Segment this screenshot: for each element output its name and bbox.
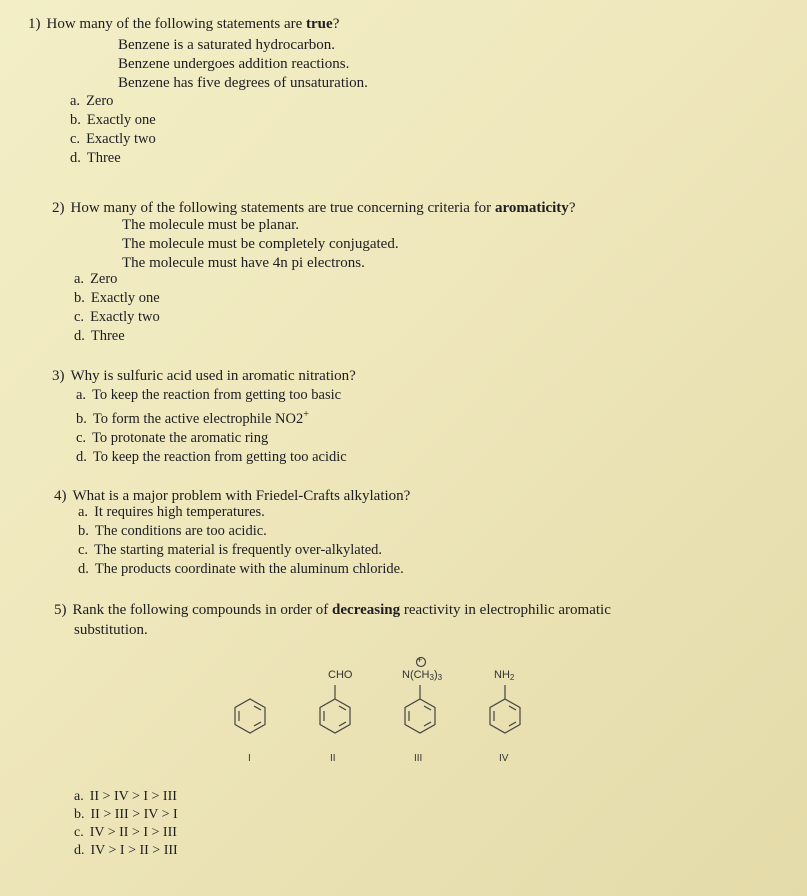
question-4-options bbox=[78, 503, 404, 579]
option-text: IV > II > I > III bbox=[89, 825, 177, 840]
question-5-line2: substitution. bbox=[74, 622, 148, 638]
option-letter: d. bbox=[76, 448, 87, 465]
option-letter: b. bbox=[76, 410, 87, 427]
question-1-text: How many of the following statements are bbox=[46, 16, 307, 32]
option-text: To keep the reaction from getting too basic bbox=[92, 387, 342, 403]
answer-option[interactable] bbox=[76, 405, 347, 429]
statement: Benzene undergoes addition reactions. bbox=[118, 56, 350, 72]
option-text: Exactly one bbox=[90, 290, 160, 306]
question-2-options bbox=[74, 270, 160, 346]
option-letter: d. bbox=[78, 561, 89, 577]
option-letter: b. bbox=[70, 112, 81, 128]
answer-option[interactable] bbox=[76, 429, 347, 448]
question-3-text: Why is sulfuric acid used in aromatic nitration? bbox=[70, 368, 356, 384]
option-letter: a. bbox=[76, 387, 87, 403]
answer-option[interactable] bbox=[74, 270, 160, 289]
molecule-I-ring bbox=[235, 699, 265, 733]
question-2-number: 2) bbox=[52, 200, 65, 216]
option-letter: b. bbox=[74, 290, 85, 306]
option-text: IV > I > II > III bbox=[90, 843, 178, 858]
answer-option[interactable] bbox=[78, 522, 404, 541]
molecule-II-numeral: II bbox=[330, 753, 336, 764]
molecule-III-numeral: III bbox=[414, 753, 423, 764]
option-text: Three bbox=[90, 328, 125, 344]
question-1-bold: true bbox=[306, 16, 333, 32]
option-letter: d. bbox=[70, 150, 81, 166]
answer-option[interactable] bbox=[70, 149, 156, 168]
option-text: The starting material is frequently over-alkylated. bbox=[94, 542, 383, 558]
molecule-IV-ring bbox=[490, 685, 520, 733]
molecule-III-label: $N(CH_3)_3$ bbox=[402, 669, 443, 682]
statement: The molecule must be completely conjugated. bbox=[122, 236, 399, 252]
option-text: Three bbox=[86, 150, 121, 166]
answer-option[interactable] bbox=[74, 824, 178, 842]
question-2-end: ? bbox=[568, 200, 576, 216]
answer-option[interactable] bbox=[70, 111, 156, 130]
option-letter: d. bbox=[74, 843, 85, 858]
option-letter: a. bbox=[74, 271, 85, 287]
question-4-number: 4) bbox=[54, 488, 67, 504]
option-text: Zero bbox=[90, 271, 118, 287]
question-5-options bbox=[74, 788, 178, 860]
option-text: To form the active electrophile NO2 bbox=[92, 410, 304, 427]
statement: Benzene is a saturated hydrocarbon. bbox=[118, 37, 335, 53]
molecule-I-numeral: I bbox=[248, 753, 251, 764]
question-3-options bbox=[76, 386, 347, 467]
molecule-II-ring bbox=[320, 685, 350, 733]
question-1-statements bbox=[118, 36, 368, 93]
option-letter: c. bbox=[76, 429, 87, 446]
option-text: The products coordinate with the aluminum chloride. bbox=[94, 561, 404, 577]
statement: The molecule must be planar. bbox=[122, 217, 300, 233]
question-1-options bbox=[70, 92, 156, 168]
option-letter: a. bbox=[74, 789, 84, 804]
molecule-figure bbox=[210, 655, 550, 775]
answer-option[interactable] bbox=[78, 541, 404, 560]
answer-option[interactable] bbox=[70, 92, 156, 111]
option-letter: c. bbox=[78, 542, 89, 558]
question-1 bbox=[28, 14, 339, 34]
answer-option[interactable] bbox=[76, 448, 347, 467]
question-3 bbox=[52, 366, 356, 386]
charge-superscript: + bbox=[303, 409, 309, 420]
question-2 bbox=[52, 198, 575, 218]
answer-option[interactable] bbox=[74, 308, 160, 327]
option-text: Exactly one bbox=[86, 112, 156, 128]
statement: The molecule must have 4n pi electrons. bbox=[122, 255, 365, 271]
option-letter: d. bbox=[74, 328, 85, 344]
option-letter: a. bbox=[70, 93, 81, 109]
answer-option[interactable] bbox=[74, 327, 160, 346]
molecule-III-charge: + bbox=[417, 655, 423, 665]
option-letter: b. bbox=[78, 523, 89, 539]
answer-option[interactable] bbox=[70, 130, 156, 149]
option-text: II > III > IV > I bbox=[90, 807, 178, 822]
answer-option[interactable] bbox=[74, 289, 160, 308]
option-text: Exactly two bbox=[86, 131, 156, 147]
option-text: To keep the reaction from getting too acidic bbox=[92, 448, 347, 465]
answer-option[interactable] bbox=[74, 788, 178, 806]
answer-option[interactable] bbox=[78, 560, 404, 579]
question-5-bold: decreasing bbox=[332, 602, 401, 618]
option-text: Zero bbox=[86, 93, 114, 109]
option-letter: a. bbox=[78, 504, 89, 520]
question-4-text: What is a major problem with Friedel-Crafts alkylation? bbox=[72, 488, 411, 504]
question-2-statements bbox=[122, 216, 399, 273]
question-2-text: How many of the following statements are true concerning criteria for bbox=[70, 200, 495, 216]
molecule-IV-label: $NH_2$ bbox=[494, 669, 515, 682]
statement: Benzene has five degrees of unsaturation. bbox=[118, 75, 368, 91]
molecule-II-label: CHO bbox=[328, 669, 353, 681]
answer-option[interactable] bbox=[76, 386, 347, 405]
question-3-number: 3) bbox=[52, 368, 65, 384]
question-5 bbox=[54, 600, 611, 640]
option-text: The conditions are too acidic. bbox=[94, 523, 267, 539]
question-5-text: Rank the following compounds in order of bbox=[72, 602, 333, 618]
option-letter: b. bbox=[74, 807, 85, 822]
question-5-end: reactivity in electrophilic aromatic bbox=[400, 602, 611, 618]
option-letter: c. bbox=[70, 131, 81, 147]
answer-option[interactable] bbox=[74, 842, 178, 860]
option-letter: c. bbox=[74, 825, 84, 840]
answer-option[interactable] bbox=[74, 806, 178, 824]
option-text: To protonate the aromatic ring bbox=[92, 429, 269, 446]
question-1-number: 1) bbox=[28, 16, 41, 32]
option-text: Exactly two bbox=[90, 309, 160, 325]
question-2-bold: aromaticity bbox=[494, 200, 569, 216]
option-letter: c. bbox=[74, 309, 85, 325]
option-text: II > IV > I > III bbox=[89, 789, 177, 804]
question-5-number: 5) bbox=[54, 602, 67, 618]
option-text: It requires high temperatures. bbox=[94, 504, 265, 520]
molecule-IV-numeral: IV bbox=[499, 753, 509, 764]
answer-option[interactable] bbox=[78, 503, 404, 522]
question-1-end: ? bbox=[332, 16, 340, 32]
